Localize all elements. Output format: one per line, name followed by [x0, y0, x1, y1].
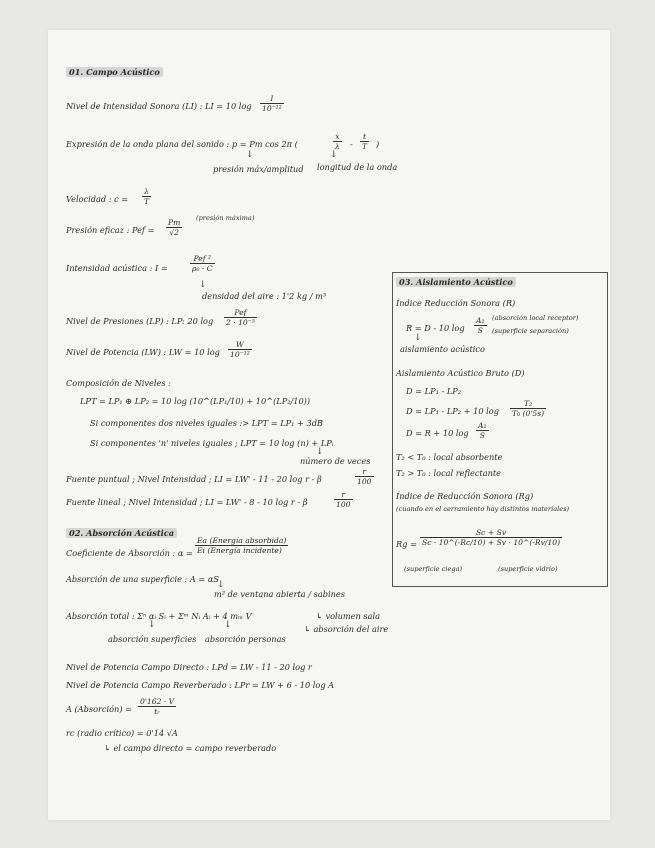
fuente-puntual-label: Fuente puntual ; Nivel Intensidad ; LI = LW' - 11 - 20 log r - β [66, 474, 322, 484]
velocidad-label: Velocidad : c = [66, 194, 129, 204]
absorcion-total-label: Absorción total : Σⁿ αᵢ Sᵢ + Σᵐ Nᵢ Aᵢ + 4 mₘ V [66, 611, 252, 621]
down-arrow-icon: ↓ [414, 333, 422, 343]
presion-max-note: presión máx/amplitud [213, 164, 304, 174]
composicion-formula: LPT = LP₁ ⊕ LP₂ = 10 log (10^(LP₁/10) + 10^(LP₂/10)) [80, 396, 311, 406]
velocidad-fraction: $\frac{\lambda}{T}$ [144, 187, 150, 206]
onda-x-lambda: $\frac{x}{\lambda}$ [335, 132, 340, 151]
presion-eficaz-fraction: $\frac{Pm}{√2}$ [168, 218, 181, 237]
d-formula-3-fraction: $\frac{\text{A₂}}{S}$ [478, 421, 487, 440]
composicion-n-iguales: Si componentes 'n' niveles iguales ; LPT = 10 log (n) + LPᵢ [90, 438, 334, 448]
nivel-presiones-label: Nivel de Presiones (LP) : LP: 20 log [66, 316, 214, 326]
nivel-potencia-fraction: $\frac{W}{\text{10⁻¹²}}$ [230, 340, 250, 359]
radio-critico-note: ↳ el campo directo = campo reverberado [104, 743, 277, 753]
presion-eficaz-label: Presión eficaz : Pef = [66, 225, 155, 235]
section-title-campo-acustico: 01. Campo Acústico [66, 67, 163, 78]
nivel-presiones-fraction: Pef 2 · 10⁻⁵ [226, 308, 255, 327]
densidad-aire-note: densidad del aire : 1'2 kg / m³ [202, 291, 327, 301]
down-arrow-icon: ↓ [148, 620, 156, 630]
down-arrow-icon: ↓ [217, 580, 225, 590]
absorcion-a-label: A (Absorción) = [66, 704, 132, 714]
intensidad-acustica-label: Intensidad acústica : I = [66, 263, 168, 273]
onda-plana-label: Expresión de la onda plana del sonido : p = Pm cos 2π ( [66, 139, 298, 149]
local-reflectante-note: T₂ > T₀ : local reflectante [396, 468, 501, 478]
onda-t-period: $\frac{t}{T}$ [362, 132, 368, 151]
section-title-aislamiento: 03. Aislamiento Acústico [396, 277, 516, 288]
r-formula-fraction: $\frac{\text{A₂}}{S}$ [476, 316, 485, 335]
onda-minus: - [350, 139, 353, 149]
presion-maxima-note: (presión máxima) [196, 214, 255, 222]
absorcion-personas-note: absorción personas [205, 634, 286, 644]
volumen-sala-note: ↳ volumen sala [316, 611, 380, 621]
onda-close-paren: ) [376, 139, 380, 149]
d-formula-1: D = LP₁ - LP₂ [406, 386, 462, 396]
down-arrow-icon: ↓ [224, 620, 232, 630]
superficie-vidrio-note: (superficie vidrio) [498, 565, 558, 573]
local-absorbente-note: T₂ < T₀ : local absorbente [396, 452, 503, 462]
absorcion-a-fraction: $\frac{0'162 \cdot V}{\text{tᵣ}}$ [140, 697, 175, 716]
superficie-ciega-note: (superficie ciega) [404, 565, 463, 573]
intensidad-acustica-fraction: Pef ² ρ₀ · C [192, 254, 213, 273]
fuente-puntual-fraction: $\frac{r}{100}$ [357, 467, 372, 486]
fuente-lineal-label: Fuente lineal ; Nivel Intensidad ; LI = LW' - 8 - 10 log r - β [66, 497, 308, 507]
composicion-dos-iguales: Si componentes dos niveles iguales :> LPT = LP₁ + 3dB [90, 418, 323, 428]
campo-directo-formula: Nivel de Potencia Campo Directo : LPd = LW - 11 - 20 log r [66, 662, 312, 672]
nivel-intensidad-label: Nivel de Intensidad Sonora (LI) : LI = 10 log [66, 101, 252, 111]
numero-veces-note: número de veces [300, 456, 371, 466]
absorcion-local-note: (absorción local receptor) [492, 314, 579, 322]
down-arrow-icon: ↓ [246, 150, 254, 160]
longitud-onda-note: longitud de la onda [317, 162, 398, 172]
aislamiento-acustico-note: aislamiento acústico [400, 344, 485, 354]
campo-reverberado-formula: Nivel de Potencia Campo Reverberado : LPr = LW + 6 - 10 log A [66, 680, 335, 690]
distintos-materiales-note: (cuando en el cerramiento hay distintos materiales) [396, 505, 570, 513]
fuente-lineal-fraction: $\frac{r}{100}$ [336, 490, 351, 509]
indice-rg-label: Índice de Reducción Sonora (Rg) [396, 491, 534, 501]
d-formula-3-label: D = R + 10 log [406, 428, 469, 438]
rg-formula-label: Rg = [396, 539, 417, 549]
indice-reduccion-label: Índice Reducción Sonora (R) [396, 298, 516, 308]
down-arrow-icon: ↓ [316, 447, 324, 457]
nivel-potencia-label: Nivel de Potencia (LW) : LW = 10 log [66, 347, 220, 357]
down-arrow-icon: ↓ [330, 150, 338, 160]
d-formula-2-fraction: $\frac{\text{T₂}}{\text{T₀ (0'5s)}}$ [512, 399, 545, 418]
section-title-absorcion: 02. Absorción Acústica [66, 528, 177, 539]
absorcion-superficie-label: Absorción de una superficie : A = αS [66, 574, 219, 584]
rg-formula-fraction: $\frac{Sc + Sv}{Sc \cdot 10\^{}(-Rc/10) + Sv \cdot 10\^{}(-Rv/10)}$ [422, 528, 561, 547]
down-arrow-icon: ↓ [199, 280, 207, 290]
ventana-abierta-note: m² de ventana abierta / sabines [214, 589, 345, 599]
d-formula-2-label: D = LP₁ - LP₂ + 10 log [406, 406, 499, 416]
aislamiento-bruto-label: Aislamiento Acústico Bruto (D) [396, 368, 525, 378]
coeficiente-absorcion-fraction: Ea (Energía absorbida) Ei (Energía incidente) [197, 536, 287, 555]
superficie-separacion-note: (superficie separación) [492, 327, 569, 335]
absorcion-superficies-note: absorción superficies [108, 634, 197, 644]
r-formula-label: R = D - 10 log [406, 323, 465, 333]
absorcion-aire-note: ↳ absorción del aire [304, 624, 389, 634]
nivel-intensidad-fraction: $\frac{I}{\text{10⁻¹²}}$ [262, 94, 282, 113]
radio-critico-formula: rc (radio crítico) = 0'14 √A [66, 728, 178, 738]
composicion-niveles-label: Composición de Niveles : [66, 378, 171, 388]
coeficiente-absorcion-label: Coeficiente de Absorción : α = [66, 548, 193, 558]
